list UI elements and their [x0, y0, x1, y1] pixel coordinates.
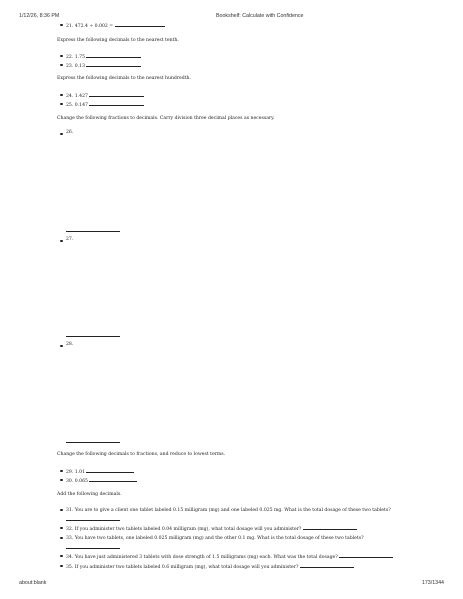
question-27: 27.: [66, 237, 74, 242]
question-30: 30. 0.065: [66, 476, 137, 485]
bullet: [59, 101, 65, 107]
bullet: [59, 477, 65, 483]
section-instruction-tenth: Express the following decimals to the nearest tenth.: [57, 38, 179, 43]
bullet: [59, 343, 65, 349]
section-instruction-to-fractions: Change the following decimals to fractions, and reduce to lowest terms.: [57, 452, 226, 457]
bullet: [59, 507, 65, 513]
bullet: [59, 92, 65, 98]
question-31: 31. You are to give a client one tablet labeled 0.15 milligram (mg) and one labeled 0.025 mg. What is the total dosage of these two tablets?: [66, 506, 414, 525]
answer-line: [66, 442, 120, 443]
question-22: 22. 1.75: [66, 52, 141, 61]
answer-line: [66, 231, 120, 232]
answer-blank: [66, 543, 120, 549]
question-21: 21. 472.4 ÷ 0.002 =: [66, 21, 165, 30]
answer-blank: [300, 562, 354, 568]
question-33: 33. You have two tablets, one labeled 0.025 milligram (mg) and the other 0.1 mg. What is the total dosage of these two tablets?: [66, 534, 414, 553]
question-25: 25. 0.147: [66, 100, 144, 109]
answer-blank: [115, 21, 165, 27]
bullet: [59, 22, 65, 28]
question-34: 34. You have just administered 3 tablets with dose strength of 1.5 milligrams (mg) each. What was the total dosage?: [66, 552, 393, 561]
answer-blank: [86, 467, 134, 473]
bullet: [59, 525, 65, 531]
answer-blank: [89, 476, 137, 482]
question-29: 29. 1.01: [66, 467, 134, 476]
answer-blank: [339, 552, 393, 558]
question-32: 32. If you administer two tablets labeled 0.04 milligram (mg), what total dosage will you administer?: [66, 524, 357, 533]
page-number: 173/1344: [421, 580, 444, 586]
answer-line: [66, 336, 120, 337]
page-title: Bookshelf: Calculate with Confidence: [216, 13, 304, 19]
section-instruction-fractions: Change the following fractions to decimals. Carry division three decimal places as necessary.: [57, 116, 275, 121]
bullet: [59, 468, 65, 474]
question-28: 28.: [66, 342, 74, 347]
bullet: [59, 238, 65, 244]
bullet: [59, 53, 65, 59]
answer-blank: [89, 100, 144, 106]
answer-blank: [89, 91, 144, 97]
bullet: [59, 535, 65, 541]
question-24: 24. 1.427: [66, 91, 144, 100]
section-instruction-hundredth: Express the following decimals to the nearest hundredth.: [57, 76, 191, 81]
section-instruction-add: Add the following decimals.: [57, 492, 122, 497]
question-35: 35. If you administer two tablets labeled 0.6 milligram (mg), what total dosage will you administer?: [66, 562, 354, 571]
bullet: [59, 563, 65, 569]
footer-url: about:blank: [19, 580, 47, 586]
answer-blank: [303, 524, 357, 530]
answer-blank: [66, 515, 120, 521]
bullet: [59, 131, 65, 137]
answer-blank: [86, 52, 141, 58]
print-datetime: 1/12/26, 8:36 PM: [19, 13, 60, 19]
bullet: [59, 553, 65, 559]
question-23: 23. 0.13: [66, 61, 141, 70]
bullet: [59, 62, 65, 68]
answer-blank: [86, 61, 141, 67]
question-26: 26.: [66, 130, 74, 135]
